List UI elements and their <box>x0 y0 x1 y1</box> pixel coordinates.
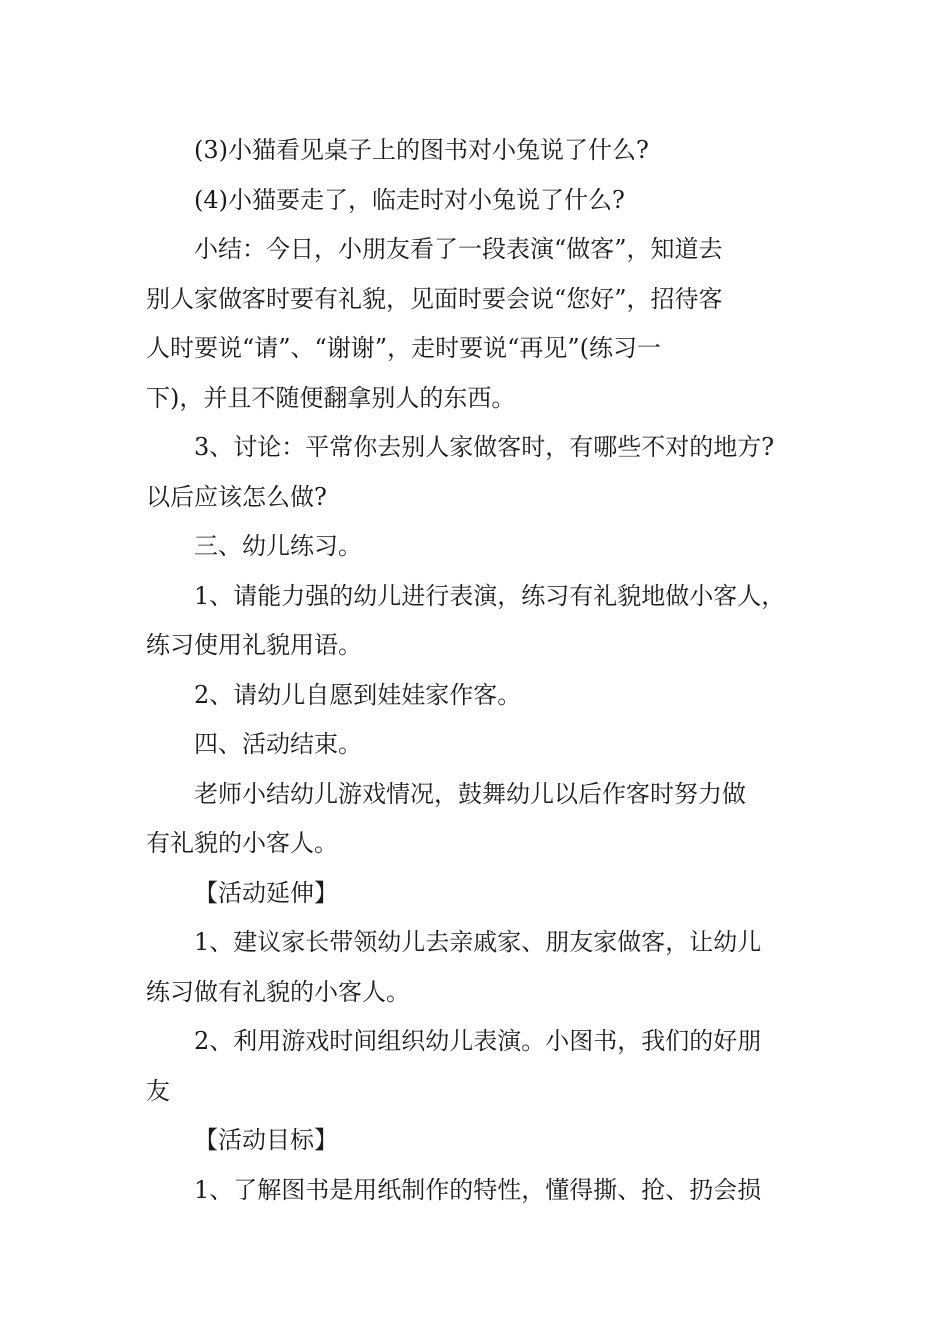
text-line: 练习使用礼貌用语。 <box>146 631 362 659</box>
text-line: 1、了解图书是用纸制作的特性，懂得撕、抢、扔会损 <box>194 1175 762 1204</box>
text-line: 老师小结幼儿游戏情况，鼓舞幼儿以后作客时努力做 <box>194 779 746 808</box>
section-heading: 四、活动结束。 <box>194 730 362 758</box>
text-line: 有礼貌的小客人。 <box>146 829 338 857</box>
text-line: 人时要说“请”、“谢谢”，走时要说“再见”(练习一 <box>146 334 661 362</box>
section-heading: 【活动延伸】 <box>194 878 338 907</box>
text-line: 1、请能力强的幼儿进行表演，练习有礼貌地做小客人， <box>194 581 786 610</box>
text-line: 3、讨论：平常你去别人家做客时，有哪些不对的地方? <box>194 433 775 461</box>
text-line: (3)小猫看见桌子上的图书对小兔说了什么? <box>194 136 649 164</box>
section-heading: 三、幼儿练习。 <box>194 532 362 560</box>
text-line: 1、建议家长带领幼儿去亲戚家、朋友家做客，让幼儿 <box>194 928 762 956</box>
text-line: 别人家做客时要有礼貌，见面时要会说“您好”，招待客 <box>146 284 723 313</box>
text-line: 2、请幼儿自愿到娃娃家作客。 <box>194 680 522 709</box>
text-line: 小结：今日，小朋友看了一段表演“做客”，知道去 <box>194 235 723 263</box>
text-line: 友 <box>146 1076 170 1105</box>
text-line: 以后应该怎么做? <box>146 482 327 511</box>
text-line: 练习做有礼貌的小客人。 <box>146 977 410 1006</box>
text-line: (4)小猫要走了，临走时对小兔说了什么? <box>194 185 625 214</box>
document-body <box>146 126 816 1215</box>
text-line: 下)，并且不随便翻拿别人的东西。 <box>146 383 516 412</box>
section-heading: 【活动目标】 <box>194 1126 338 1154</box>
text-line: 2、利用游戏时间组织幼儿表演。小图书，我们的好朋 <box>194 1027 762 1055</box>
